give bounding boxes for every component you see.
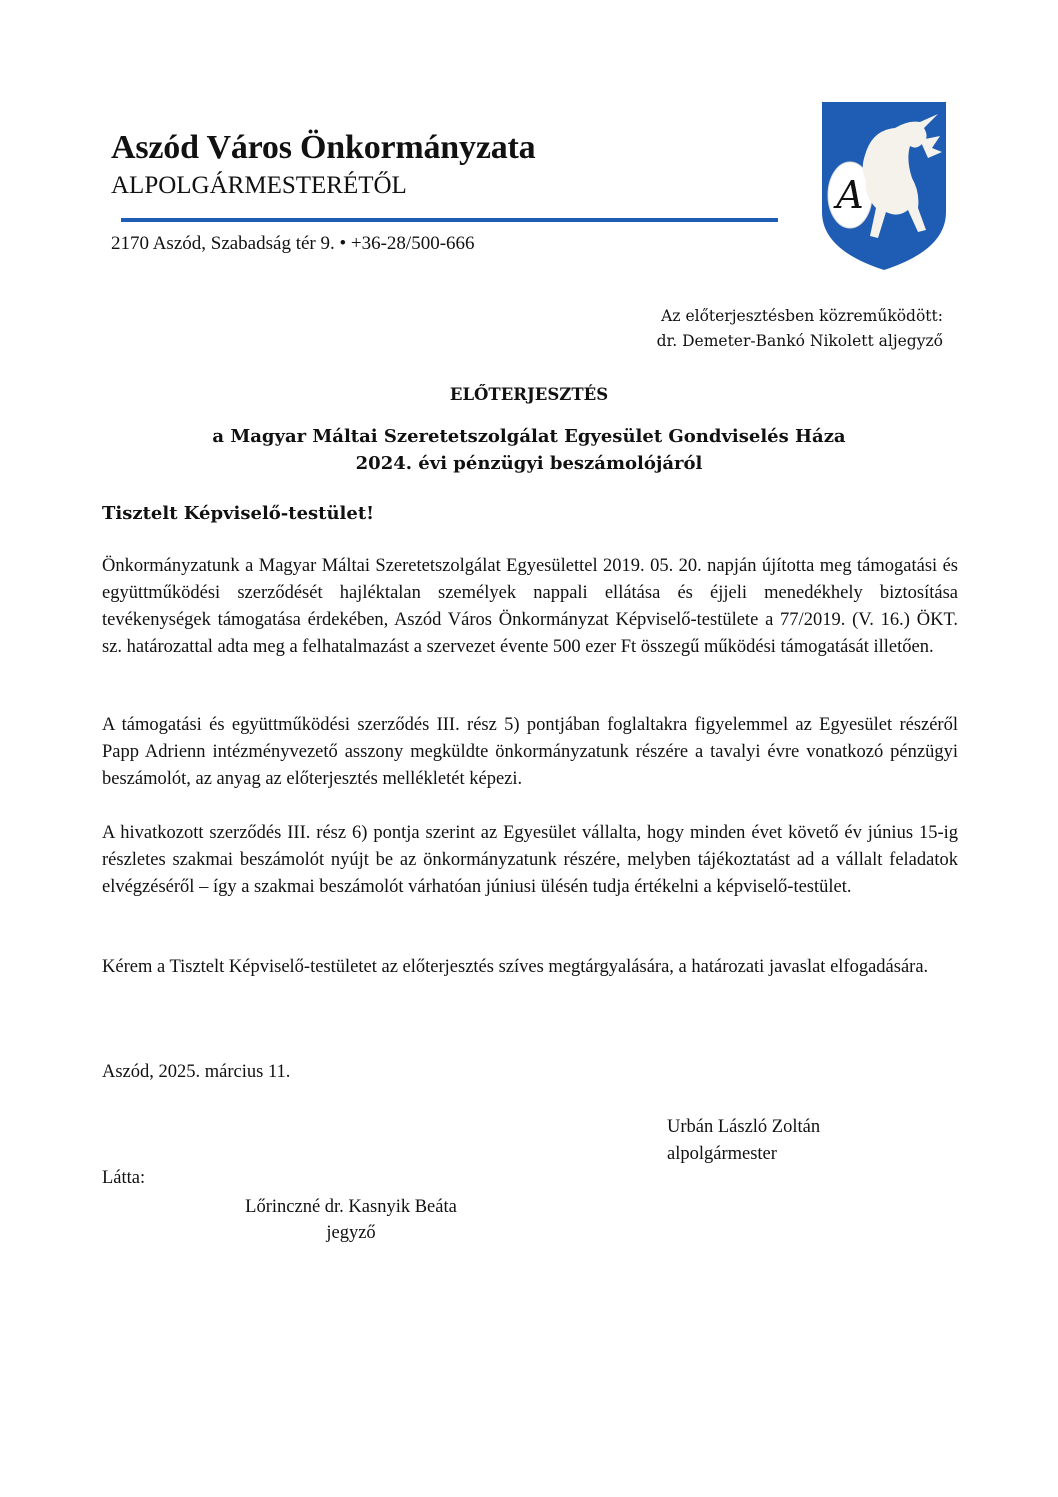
notary-title: jegyző — [326, 1223, 376, 1243]
organization-title: Aszód Város Önkormányzata — [111, 129, 536, 166]
svg-text:A: A — [836, 173, 864, 217]
signer-block — [667, 1114, 820, 1168]
document-subtitle-line1: a Magyar Máltai Szeretetszolgálat Egyesület Gondviselés Háza — [212, 426, 846, 447]
coat-of-arms-icon — [820, 100, 948, 272]
header-divider — [121, 218, 778, 222]
body-paragraph: A támogatási és együttműködési szerződés III. rész 5) pontjában foglaltakra figyelemmel az Egyesület részéről Papp Adrienn intézményvezető asszony megküldte önkormányzatunk részére a tavalyi évre vonatkozó pénzügyi beszámolót, az anyag az előterjesztés mellékletét képezi. — [102, 715, 958, 789]
notary-name: Lőrinczné dr. Kasnyik Beáta — [245, 1197, 457, 1217]
salutation: Tisztelt Képviselő-testület! — [102, 503, 375, 524]
contributor-note — [657, 304, 943, 354]
body-paragraph: Önkormányzatunk a Magyar Máltai Szeretetszolgálat Egyesülettel 2019. 05. 20. napján újította meg támogatási és együttműködési szerződését hajléktalan személyek nappali ellátása és éjjeli menedékhely biztosítása tevékenységek támogatása érdekében, Aszód Város Önkormányzat Képviselő-testülete a 77/2019. (V. 16.) ÖKT. sz. határozattal adta meg a felhatalmazást a szervezet évente 500 ezer Ft összegű működési támogatását illetően. — [102, 556, 958, 657]
document-subtitle — [0, 423, 1058, 477]
contributor-label: Az előterjesztésben közreműködött: — [661, 307, 943, 325]
body-paragraph: A hivatkozott szerződés III. rész 6) pontja szerint az Egyesület vállalta, hogy minden évet követő év június 15-ig részletes szakmai beszámolót nyújt be az önkormányzatunk részére, melyben tájékoztatást ad a vállalt feladatok elvégzéséről – így a szakmai beszámolót várhatóan júniusi ülésén tudja értékelni a képviselő-testület. — [102, 823, 958, 897]
organization-address: 2170 Aszód, Szabadság tér 9. • +36-28/500-666 — [111, 233, 475, 254]
document-date: Aszód, 2025. március 11. — [102, 1062, 291, 1082]
contributor-name: dr. Demeter-Bankó Nikolett aljegyző — [656, 332, 943, 350]
document-subtitle-line2: 2024. évi pénzügyi beszámolójáról — [355, 453, 703, 474]
document-title: ELŐTERJESZTÉS — [449, 385, 609, 404]
organization-subtitle: ALPOLGÁRMESTERÉTŐL — [111, 172, 407, 199]
signer-name: Urbán László Zoltán — [667, 1117, 821, 1137]
seen-label: Látta: — [102, 1168, 146, 1188]
notary-block — [228, 1194, 474, 1246]
signer-title: alpolgármester — [667, 1144, 777, 1164]
body-paragraph: Kérem a Tisztelt Képviselő-testületet az előterjesztés szíves megtárgyalására, a határozati javaslat elfogadására. — [102, 957, 929, 977]
